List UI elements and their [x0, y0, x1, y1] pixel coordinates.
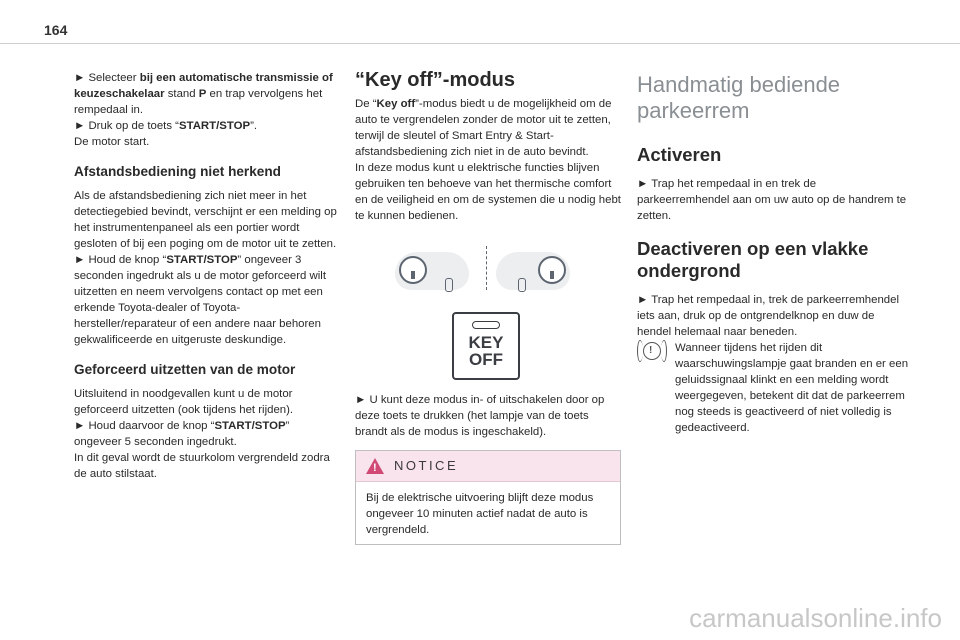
key-button-line-1: KEY — [468, 333, 504, 352]
notice-header — [356, 451, 620, 482]
keyoff-paragraph-3: ► U kunt deze modus in- of uitschakelen door op deze toets te drukken (het lampje van de toets brandt als de modus is ingeschakeld). — [355, 394, 605, 438]
remote-paragraph-1: Als de afstandsbediening zich niet meer in het detectiegebied bevindt, verschijnt er een melding op het instrumentenpaneel als een portier wordt gesloten of bij een poging om de motor uit te zetten. — [74, 190, 337, 250]
keyoff-paragraph-1: De “Key off”-modus biedt u de mogelijkheid om de auto te vergrendelen zonder de motor uit te zetten, terwijl de sleutel of Smart Entry & Start-afstandsbediening zich niet in de auto bevindt. — [355, 98, 612, 158]
key-fob-icon — [445, 278, 453, 292]
forced-paragraph-2: ► Houd daarvoor de knop “START/STOP” ongeveer 5 seconden ingedrukt. — [74, 420, 290, 448]
notice-box — [355, 450, 621, 545]
car-unlocked-icon — [496, 252, 570, 290]
dashed-divider — [486, 246, 487, 290]
key-fob-icon — [518, 278, 526, 292]
steering-wheel-icon — [538, 256, 566, 284]
steering-wheel-icon — [399, 256, 427, 284]
forced-paragraph-3: In dit geval wordt de stuurkolom vergrendeld zodra de auto stilstaat. — [74, 452, 330, 480]
car-locked-icon — [395, 252, 469, 290]
watermark: carmanualsonline.info — [689, 603, 942, 633]
column-middle — [355, 69, 621, 545]
parking-brake-warning-icon: ! — [643, 342, 661, 360]
key-off-illustration — [355, 236, 621, 386]
heading-key-off-mode: “Key off”-modus — [355, 69, 515, 91]
heading-remote-not-recognized: Afstandsbediening niet herkend — [74, 164, 281, 179]
remote-paragraph-2: ► Houd de knop “START/STOP” ongeveer 3 seconden ingedrukt als u de motor geforceerd wilt uitzetten en neem vervolgens contact op met een erkende Toyota-dealer of Toyota-hersteller/reparateur of een andere naar behoren gekwalificeerde en uitgeruste deskundige. — [74, 254, 327, 346]
key-off-button-icon — [452, 312, 520, 380]
column-right — [637, 72, 909, 436]
warning-triangle-icon — [366, 458, 384, 474]
activate-paragraph: ► Trap het rempedaal in en trek de parkeerremhendel aan om uw auto op de handrem te zetten. — [637, 178, 907, 222]
instruction-press-start: ► Druk op de toets “START/STOP”. — [74, 120, 258, 132]
heading-deactivate: Deactiveren op een vlakke ondergrond — [637, 238, 869, 281]
heading-parking-brake: Handmatig bediende parkeerrem — [637, 72, 841, 123]
deactivate-paragraph: ► Trap het rempedaal in, trek de parkeerremhendel iets aan, druk op de ontgrendelknop en duw de hendel helemaal naar beneden. — [637, 294, 900, 338]
keyoff-paragraph-2: In deze modus kunt u elektrische functies blijven gebruiken ten behoeve van het thermische comfort en de veiligheid en om de systemen die u nodig hebt te kunnen bedienen. — [355, 162, 621, 222]
instruction-select-p: ► Selecteer bij een automatische transmissie of keuzeschakelaar stand P en trap vervolgens het rempedaal in. — [74, 72, 333, 116]
page-number: 164 — [44, 22, 68, 38]
warning-paragraph: Wanneer tijdens het rijden dit waarschuwingslampje gaat branden en er een geluidssignaal klinkt en een melding wordt weergegeven, betekent dit dat de parkeerrem nog steeds is geactiveerd of niet volledig is gedeactiveerd. — [675, 342, 909, 434]
key-button-line-2: OFF — [469, 350, 503, 369]
column-left — [74, 70, 338, 482]
heading-activate: Activeren — [637, 144, 722, 165]
forced-paragraph-1: Uitsluitend in noodgevallen kunt u de motor geforceerd uitzetten (ook tijdens het rijden). — [74, 388, 294, 416]
heading-forced-stop: Geforceerd uitzetten van de motor — [74, 362, 296, 377]
notice-body: Bij de elektrische uitvoering blijft deze modus ongeveer 10 minuten actief nadat de auto is vergrendeld. — [366, 492, 594, 536]
notice-title: NOTICE — [394, 458, 459, 473]
warning-lamp-row — [637, 340, 909, 436]
header-rule — [0, 43, 960, 44]
engine-starts-text: De motor start. — [74, 136, 150, 148]
indicator-lamp-icon — [472, 321, 500, 329]
